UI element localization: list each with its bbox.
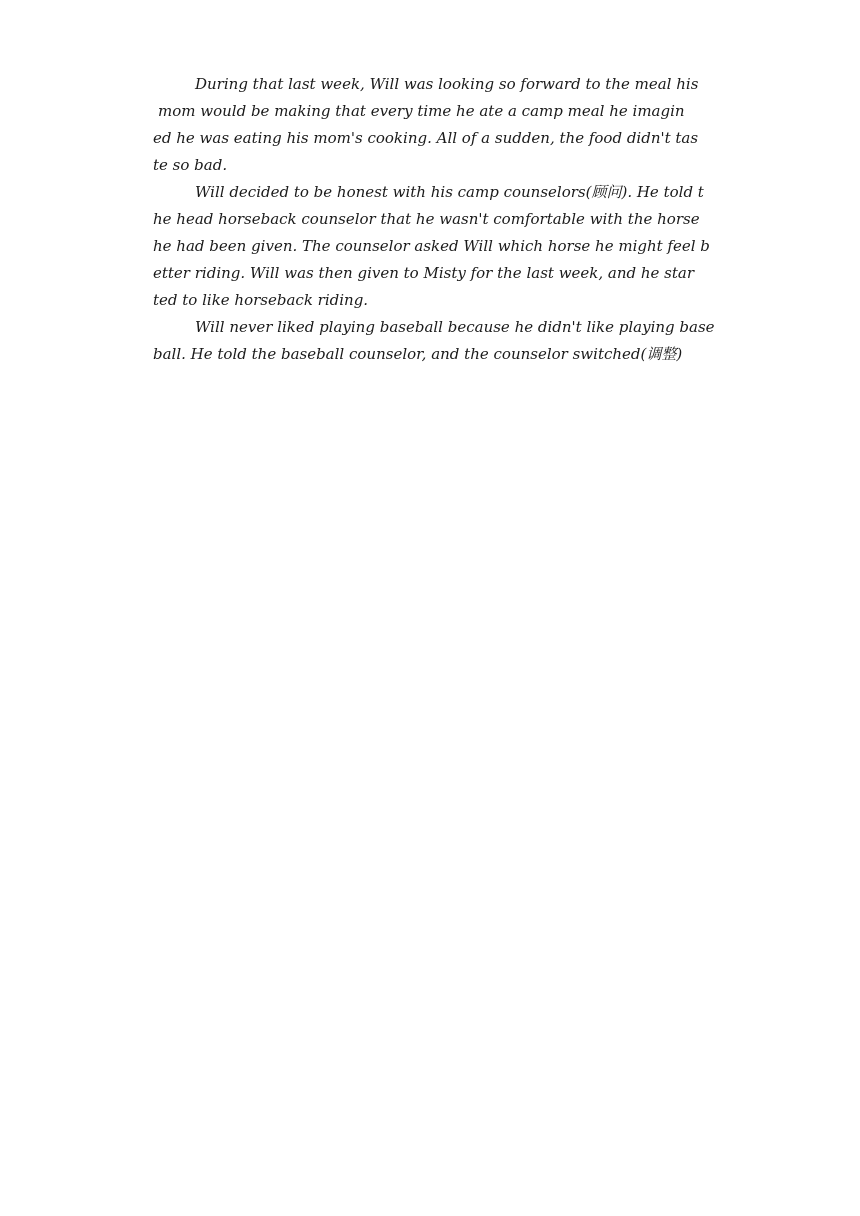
paragraph-1 xyxy=(153,71,715,179)
text-line: Will never liked playing baseball because he didn't like playing base xyxy=(195,318,715,336)
text-line: ed he was eating his mom's cooking. All of a sudden, the food didn't tas xyxy=(153,129,699,147)
text-line: etter riding. Will was then given to Misty for the last week, and he star xyxy=(153,264,695,282)
text-line: ball. He told the baseball counselor, and the counselor switched(调整) xyxy=(153,345,683,363)
document-body xyxy=(153,71,715,368)
text-line: mom would be making that every time he ate a camp meal he imagin xyxy=(158,102,685,120)
text-line: ted to like horseback riding. xyxy=(153,291,369,309)
paragraph-3 xyxy=(153,314,715,368)
paragraph-2 xyxy=(153,179,715,314)
text-line: te so bad. xyxy=(153,156,228,174)
text-line: he had been given. The counselor asked Will which horse he might feel b xyxy=(153,237,710,255)
text-line: During that last week, Will was looking so forward to the meal his xyxy=(195,75,699,93)
text-line: he head horseback counselor that he wasn't comfortable with the horse xyxy=(153,210,700,228)
text-line: Will decided to be honest with his camp counselors(顾问). He told t xyxy=(195,183,704,201)
